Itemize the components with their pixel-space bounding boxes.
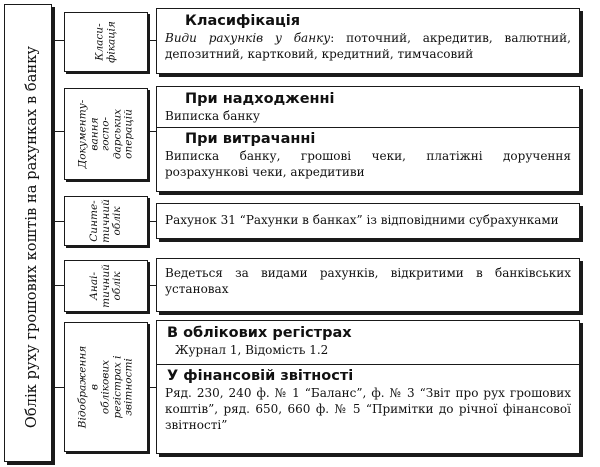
connector-line — [148, 131, 156, 132]
classification-text: Види рахунків у банку: поточний, акредитив, валютний, депозитний, картковий, кредитний, тимчасовий — [165, 31, 571, 61]
registers-text: Журнал 1, Відомість 1.2 — [175, 343, 329, 357]
heading-receipt: При надходженні — [185, 91, 335, 107]
connector-line — [148, 387, 156, 388]
label-reflection: Відображення в облікових регістрах і звітності — [64, 322, 148, 452]
heading-classification: Класифікація — [185, 13, 301, 29]
receipt-text: Виписка банку — [165, 109, 260, 123]
connector-line — [148, 221, 156, 222]
connector-line — [52, 131, 64, 132]
content-synthetic — [156, 203, 580, 239]
heading-reporting: У фінансовій звітності — [167, 368, 354, 384]
spending-text: Виписка банку, грошові чеки, платіжні доручення розрахункові чеки, акредитиви — [165, 149, 571, 179]
heading-registers: В облікових регістрах — [167, 325, 352, 341]
connector-line — [52, 387, 64, 388]
analytical-text: Ведеться за видами рахунків, відкритими в банківських установах — [165, 266, 571, 296]
connector-line — [148, 40, 156, 41]
content-classification — [156, 8, 580, 74]
connector-line — [52, 221, 64, 222]
divider — [157, 364, 579, 365]
content-analytical — [156, 258, 580, 312]
connector-line — [148, 285, 156, 286]
main-title-box — [4, 4, 52, 462]
synthetic-text: Рахунок 31 “Рахунки в банках” із відповідними субрахунками — [165, 213, 559, 227]
label-classification: Класи- фікація — [64, 12, 148, 72]
label-synthetic: Синте- тичний облік — [64, 196, 148, 246]
connector-line — [52, 40, 64, 41]
content-reflection — [156, 320, 580, 454]
label-documentation: Документу- вання госпо- дарських операцій — [64, 88, 148, 180]
divider — [157, 127, 579, 128]
connector-line — [52, 285, 64, 286]
label-analytical: Анаі- тичний облік — [64, 260, 148, 312]
heading-spending: При витрачанні — [185, 131, 316, 147]
content-documentation — [156, 86, 580, 192]
main-title: Облік руху грошових коштів на рахунках в банку — [24, 45, 40, 429]
reporting-text: Ряд. 230, 240 ф. № 1 “Баланс”, ф. № 3 “Звіт про рух грошових коштів”, ряд. 650, 660 ф. № 5 “Примітки до річної фінансової звітності” — [165, 386, 571, 432]
